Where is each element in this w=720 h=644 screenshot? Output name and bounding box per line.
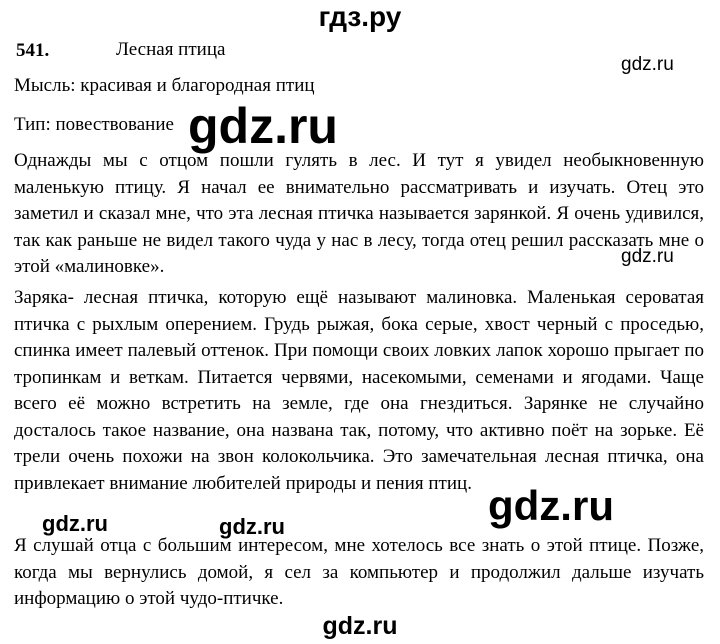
watermark-bottom: gdz.ru [322,612,398,640]
type-line: Тип: повествование [14,114,174,135]
thought-line: Мысль: красивая и благородная птиц [14,75,315,96]
watermark-big: gdz.ru [188,98,338,154]
watermark-small: gdz.ru [621,54,674,75]
site-watermark-top: гдз.ру [318,1,402,32]
exercise-title: Лесная птица [116,39,226,60]
paragraph-2: Заряка- лесная птичка, которую ещё называют малиновка. Маленькая сероватая птичка с рыхлым оперением. Грудь рыжая, бока серые, хвост черный с проседью, спинка имеет палевый оттенок. При помощи своих ловких лапок хорошо прыгает по тропинкам и веткам. Питается червями, насекомыми, семенами и ягодами. Чаще всего её можно встретить на земле, где она гнездиться. Зарянке не случайно досталось такое название, она названа так, потому, что активно поёт на зорьке. Её трели очень похожи на звон колокольчика. Это замечательная лесная птичка, она привлекает внимание любителей природы и пения птиц. [14,287,704,494]
watermark-mid: gdz.ru [42,511,108,536]
watermark-small: gdz.ru [621,246,674,267]
exercise-number: 541. [16,40,50,61]
paragraph-3: Я слушай отца с большим интересом, мне хотелось все знать о этой птице. Позже, когда мы вернулись домой, я сел за компьютер и продолжил дальше изучать информацию о этой чудо-птичке. [14,535,704,609]
watermark-big: gdz.ru [488,482,614,529]
paragraph-1: Однажды мы с отцом пошли гулять в лес. И тут я увидел необыкновенную маленькую птицу. Я начал ее внимательно рассматривать и изучать. Отец это заметил и сказал мне, что эта лесная птичка называется зарянкой. Я очень удивился, так как раньше не видел такого чуда у нас в лесу, тогда отец решил рассказать мне о этой «малиновке». [14,150,704,277]
watermark-mid: gdz.ru [219,514,285,539]
